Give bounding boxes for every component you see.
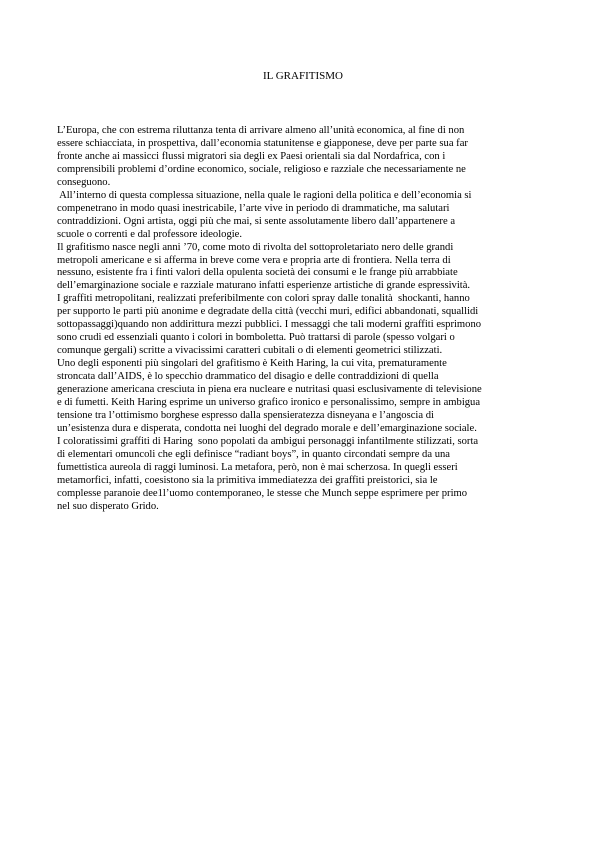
text-line: Uno degli esponenti più singolari del grafitismo è Keith Haring, la cui vita, prematuramente bbox=[57, 358, 447, 370]
text-line: di elementari omuncoli che egli definisce “radiant boys”, in quanto circondati sempre da una bbox=[57, 448, 451, 460]
body-text bbox=[57, 125, 547, 514]
text-line: nessuno, esistente fra i finti valori della opulenta società dei consumi e le frange più arrabbiate bbox=[57, 267, 458, 279]
text-line: fronte anche ai massicci flussi migratori sia degli ex Paesi orientali sia dal Nordafrica, con i bbox=[57, 150, 446, 162]
text-line: fumettistica aureola di raggi luminosi. La metafora, però, non è mai scherzosa. In quegli esseri bbox=[57, 461, 458, 473]
text-line: conseguono. bbox=[57, 176, 111, 188]
text-line: sono crudi ed essenziali quanto i colori in bomboletta. Può trattarsi di parole (spesso volgari o bbox=[57, 332, 455, 344]
text-line: un’esistenza dura e disperata, condotta nei luoghi del degrado morale e dell’emarginazione sociale. bbox=[57, 422, 477, 434]
text-line: tensione tra l’ottimismo borghese espresso dalla spensieratezza disneyana e l’angoscia di bbox=[57, 409, 434, 421]
text-line: metamorfici, infatti, coesistono sia la primitiva immediatezza dei graffiti preistorici, sia le bbox=[57, 474, 438, 486]
text-line: All’interno di questa complessa situazione, nella quale le ragioni della politica e dell’economia si bbox=[57, 189, 472, 201]
text-line: Il grafitismo nasce negli anni ’70, come moto di rivolta del sottoproletariato nero delle grandi bbox=[57, 241, 454, 253]
text-line: per supporto le parti più anonime e degradate della città (vecchi muri, edifici abbandonati, squallidi bbox=[57, 306, 479, 318]
text-line: e di fumetti. Keith Haring esprime un universo grafico ironico e personalissimo, sempre in ambigua bbox=[57, 397, 481, 409]
text-line: compenetrano in modo quasi inestricabile, l’arte vive in periodo di drammatiche, ma salutari bbox=[57, 202, 450, 214]
text-line: comprensibili problemi d’ordine economico, sociale, religioso e razziale che necessariamente ne bbox=[57, 163, 466, 175]
text-line: essere schiacciata, in prospettiva, dall’economia statunitense e giapponese, deve per parte sua far bbox=[57, 137, 468, 149]
page-title: IL GRAFITISMO bbox=[263, 70, 343, 82]
text-line: L’Europa, che con estrema riluttanza tenta di arrivare almeno all’unità economica, al fine di non bbox=[57, 125, 465, 136]
text-line: dell’emarginazione sociale e razziale maturano infatti esperienze artistiche di grande espressività. bbox=[57, 280, 471, 292]
text-line: contraddizioni. Ogni artista, oggi più che mai, si sente assolutamente libero dall’appartenere a bbox=[57, 215, 456, 227]
text-line: complesse paranoie dee1l’uomo contemporaneo, le stesse che Munch seppe esprimere per primo bbox=[57, 487, 468, 499]
text-line: scuole o correnti e dal professore ideologie. bbox=[57, 228, 243, 240]
text-line: generazione americana cresciuta in piena era nucleare e nutritasi quasi esclusivamente di televisione bbox=[57, 384, 482, 396]
text-line: metropoli americane e si afferma in breve come vera e propria arte di frontiera. Nella terra di bbox=[57, 254, 451, 266]
text-line: nel suo disperato Grido. bbox=[57, 500, 159, 512]
text-line: stroncata dall’AIDS, è lo specchio drammatico del disagio e delle contraddizioni di quella bbox=[57, 371, 439, 383]
text-line: I graffiti metropolitani, realizzati preferibilmente con colori spray dalle tonalità shockanti, hanno bbox=[57, 293, 470, 305]
text-line: I coloratissimi graffiti di Haring sono popolati da ambigui personaggi infantilmente stilizzati, sorta bbox=[57, 435, 479, 447]
text-line: sottopassaggi)quando non addirittura mezzi pubblici. I messaggi che tali moderni graffiti esprimono bbox=[57, 319, 482, 331]
text-line: comunque gergali) scritte a vivacissimi caratteri cubitali o di elementi geometrici stilizzati. bbox=[57, 345, 443, 357]
